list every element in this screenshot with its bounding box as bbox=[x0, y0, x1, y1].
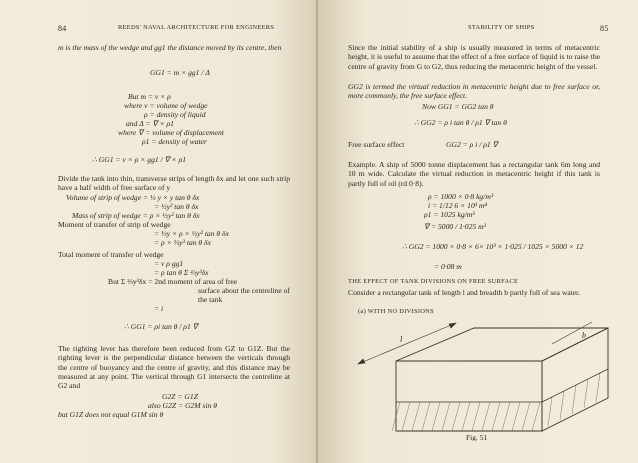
but-line-5: where ∇ = volume of displacement bbox=[118, 128, 224, 137]
left-running-head: REEDS' NAVAL ARCHITECTURE FOR ENGINEERS bbox=[118, 24, 275, 31]
calc-line-4: ∇ = 5000 / 1·025 m³ bbox=[424, 222, 486, 231]
strip-line-5: = ⅓y × ρ × ½y² tan θ δx bbox=[154, 229, 229, 238]
but-line-6: ρ1 = density of water bbox=[142, 137, 207, 146]
left-page bbox=[0, 0, 318, 463]
total-line-3: = ρ tan θ Σ ⅔y³δx bbox=[154, 268, 209, 277]
but-line-2: where v = volume of wedge bbox=[124, 101, 208, 110]
tank-divisions-heading: THE EFFECT OF TANK DIVISIONS ON FREE SURFACE bbox=[348, 278, 519, 285]
but-line-3: ρ = density of liquid bbox=[144, 110, 206, 119]
righting-lever-paragraph: The righting lever has therefore been reduced from GZ to G1Z. But the righting lever is the perpendicular distance between the verticals through the centre of buoyancy and the centre of gravity, and this distance may be measured at any point. The vertical through G1 intersects the centreline at G2 and bbox=[58, 344, 290, 390]
calc-line-1: ρ = 1000 × 0·8 kg/m³ bbox=[428, 192, 494, 201]
total-line-6: the tank bbox=[198, 295, 223, 304]
total-line-2: = v ρ gg1 bbox=[154, 259, 184, 268]
tank-top-face bbox=[396, 328, 608, 361]
tank-side-face bbox=[542, 328, 608, 431]
breadth-label: b bbox=[582, 331, 586, 340]
now-equation: Now GG1 = GG2 tan θ bbox=[422, 102, 494, 111]
right-page-number: 85 bbox=[600, 24, 609, 33]
free-surface-effect-label: Free surface effect bbox=[348, 140, 405, 149]
equation-gg1-wedge: GG1 = m × gg1 / Δ bbox=[150, 68, 210, 77]
left-page-number: 84 bbox=[58, 24, 67, 33]
no-divisions-subheading: (a) WITH NO DIVISIONS bbox=[358, 308, 434, 315]
strip-line-2: = ½y² tan θ δx bbox=[154, 202, 199, 211]
virtual-reduction-paragraph: GG2 is termed the virtual reduction in metacentric height due to free surface or, more commonly, the free surface effect. bbox=[348, 82, 600, 101]
equation-gg1-inertia: ∴ GG1 = ρi tan θ / ρ1 ∇ bbox=[124, 322, 198, 331]
strip-line-4: Moment of transfer of strip of wedge bbox=[58, 220, 171, 229]
calc-line-3: ρ1 = 1025 kg/m³ bbox=[424, 210, 475, 219]
initial-stability-paragraph: Since the initial stability of a ship is usually measured in terms of metacentric height, it is useful to assume that the effect of a free surface of liquid is to raise the centre of gravity from G to G2, thus reducing the metacentric height of the vessel. bbox=[348, 43, 600, 71]
divide-paragraph: Divide the tank into thin, transverse strips of length δx and let one such strip have a half width of free surface of y bbox=[58, 174, 290, 193]
g-line-2: also G2Z = G2M sin θ bbox=[148, 401, 217, 410]
example-paragraph: Example. A ship of 5000 tonne displacement has a rectangular tank 6m long and 10 m wide. Calculate the virtual reduction in metacentric height if this tank is partly full of oil (rd 0·8). bbox=[348, 160, 600, 188]
g-line-1: G2Z = G1Z bbox=[162, 392, 198, 401]
length-label: l bbox=[400, 335, 403, 344]
strip-line-6: = ρ × ⅓y³ tan θ δx bbox=[154, 238, 211, 247]
tank-front-face bbox=[396, 361, 542, 431]
total-line-7: = i bbox=[154, 304, 164, 313]
but-line-1: But m = v × ρ bbox=[128, 92, 171, 101]
total-line-5: surface about the centreline of bbox=[198, 286, 290, 295]
total-line-1: Total moment of transfer of wedge bbox=[58, 250, 164, 259]
strip-line-1: Volume of strip of wedge = ½ y × y tan θ δx bbox=[66, 193, 200, 202]
equation-gg1-density: ∴ GG1 = v × ρ × gg1 / ∇ × ρ1 bbox=[92, 155, 187, 164]
equation-gg2-tan: ∴ GG2 = ρ i tan θ / ρ1 ∇ tan θ bbox=[414, 118, 507, 127]
figure-caption: Fig. 51 bbox=[466, 433, 488, 441]
left-intro-text: m is the mass of the wedge and gg1 the distance moved by its centre, then bbox=[58, 43, 282, 52]
right-page bbox=[318, 0, 638, 463]
right-running-head: STABILITY OF SHIPS bbox=[468, 24, 535, 31]
calc-line-5: ∴ GG2 = 1000 × 0·8 × 6× 10³ × 1·025 / 1025 × 5000 × 12 bbox=[402, 242, 584, 251]
strip-line-3: Mass of strip of wedge = ρ × ½y² tan θ δx bbox=[72, 211, 200, 220]
calc-line-2: i = 1/12 6 × 10³ m⁴ bbox=[428, 201, 488, 210]
rectangular-tank-paragraph: Consider a rectangular tank of length l and breadth b partly full of sea water. bbox=[348, 288, 581, 297]
equation-free-surface-effect: GG2 = ρ i / ρ1 ∇ bbox=[446, 140, 498, 149]
calc-line-6: = 0·08 m bbox=[434, 262, 462, 271]
g-line-3: but G1Z does not equal G1M sin θ bbox=[58, 410, 164, 419]
tank-figure bbox=[338, 316, 618, 441]
but-line-4: and Δ = ∇ × ρ1 bbox=[126, 119, 174, 128]
total-line-4: But Σ ⅔y³δx = 2nd moment of area of free bbox=[108, 277, 238, 286]
